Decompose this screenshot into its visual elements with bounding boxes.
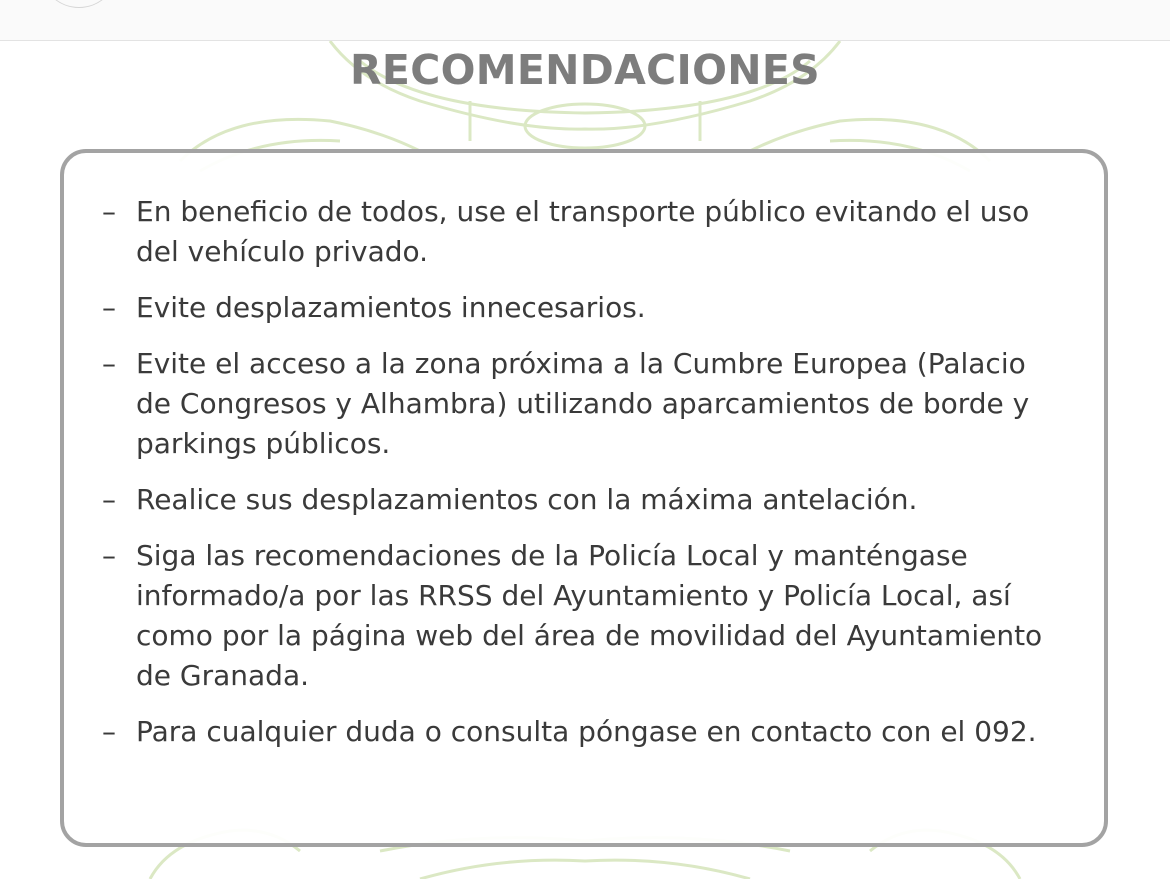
recommendation-text: Para cualquier duda o consulta póngase en contacto con el 092. — [136, 715, 1037, 748]
bullet-dash: – — [102, 291, 116, 324]
recommendation-text: Evite desplazamientos innecesarios. — [136, 291, 646, 324]
bullet-dash: – — [102, 483, 116, 516]
recommendations-card — [60, 149, 1108, 847]
list-item — [102, 536, 1062, 696]
bullet-dash: – — [102, 347, 116, 380]
recommendations-list — [102, 192, 1062, 768]
page-title: RECOMENDACIONES — [350, 46, 820, 94]
list-item — [102, 344, 1062, 464]
avatar[interactable] — [40, 0, 118, 8]
list-item — [102, 288, 1062, 328]
recommendation-text: Siga las recomendaciones de la Policía Local y manténgase informado/a por las RRSS del Ayuntamiento y Policía Local, así como por la página web del área de movilidad del Ayuntamiento de Granada. — [136, 539, 1043, 692]
recommendation-text: En beneficio de todos, use el transporte público evitando el uso del vehículo privado. — [136, 195, 1030, 268]
bullet-dash: – — [102, 715, 116, 748]
recommendation-text: Realice sus desplazamientos con la máxima antelación. — [136, 483, 918, 516]
bullet-dash: – — [102, 195, 116, 228]
top-bar — [0, 0, 1170, 41]
recommendation-text: Evite el acceso a la zona próxima a la Cumbre Europea (Palacio de Congresos y Alhambra) utilizando aparcamientos de borde y parkings públicos. — [136, 347, 1030, 460]
list-item — [102, 712, 1062, 752]
list-item — [102, 480, 1062, 520]
list-item — [102, 192, 1062, 272]
bullet-dash: – — [102, 539, 116, 572]
